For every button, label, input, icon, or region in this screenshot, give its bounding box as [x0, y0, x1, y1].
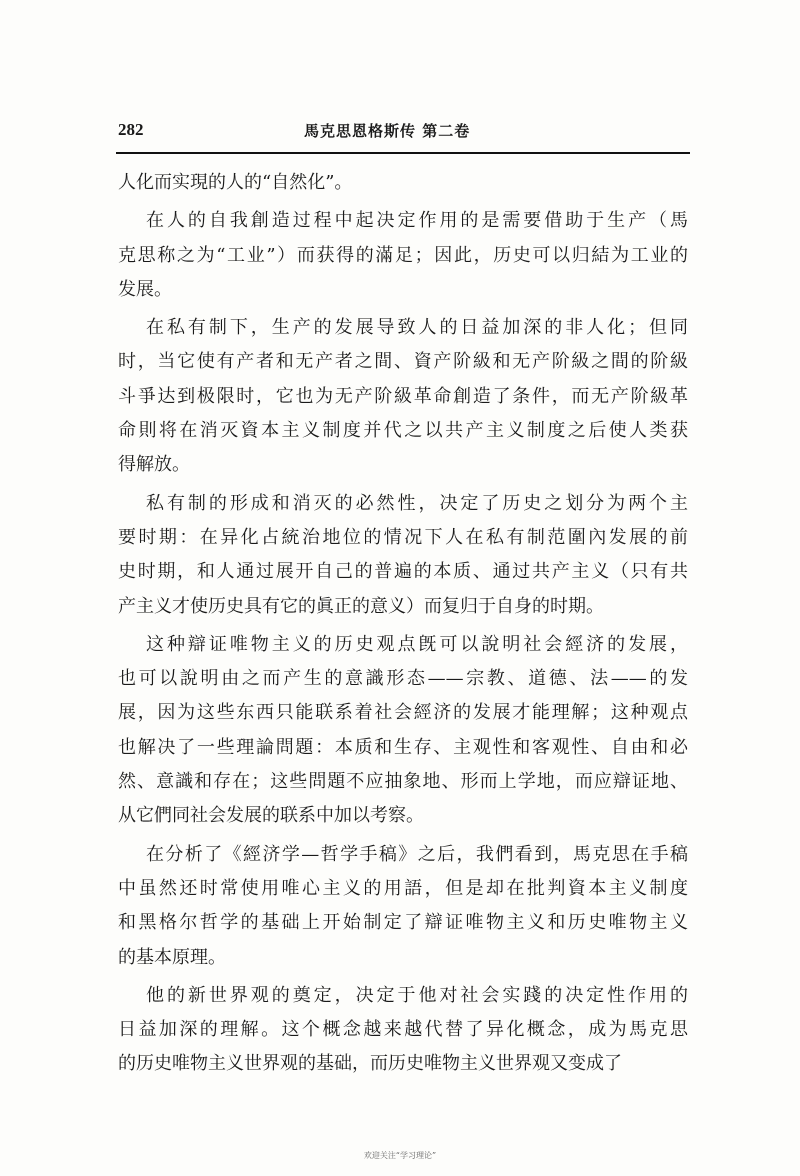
body-text [118, 166, 688, 1082]
text-line: 克思称之为“工业”）而获得的滿足；因此，历史可以归結为工业的 [118, 244, 688, 266]
paragraph [118, 204, 688, 307]
text-line: 史时期，和人通过展开自己的普遍的本质、通过共产主义（只有共 [118, 561, 688, 583]
text-line: 私有制的形成和消灭的必然性，决定了历史之划分为两个主 [146, 492, 688, 514]
text-line: 从它們同社会发展的联系中加以考察。 [118, 805, 424, 827]
paragraph [118, 628, 688, 834]
paragraph [118, 487, 688, 624]
text-line: 要时期：在异化占統治地位的情况下人在私有制范圍內发展的前 [118, 526, 688, 548]
text-line: 的历史唯物主义世界观的基础，而历史唯物主义世界观又变成了 [118, 1053, 622, 1075]
text-line: 日益加深的理解。这个概念越来越代替了异化概念，成为馬克思 [118, 1019, 688, 1041]
page-header [118, 120, 690, 152]
text-line: 展，因为这些东西只能联系着社会經济的发展才能理解；这种观点 [118, 702, 688, 724]
text-line: 斗爭达到极限时，它也为无产阶級革命創造了条件，而无产阶級革 [118, 385, 688, 407]
text-line: 时，当它使有产者和无产者之間、資产阶級和无产阶級之間的阶級 [118, 351, 688, 373]
paragraph [118, 979, 688, 1082]
paragraph [118, 311, 688, 482]
text-line: 发展。 [118, 278, 172, 300]
text-line: 命則将在消灭資本主义制度并代之以共产主义制度之后使人类获 [118, 420, 688, 442]
footer-watermark: 欢迎关注“学习理论” [363, 1151, 437, 1160]
text-line: 在私有制下，生产的发展导致人的日益加深的非人化；但同 [146, 317, 688, 339]
text-line: 中虽然还时常使用唯心主义的用語，但是却在批判資本主义制度 [118, 877, 688, 899]
text-line: 的基本原理。 [118, 946, 226, 968]
text-line: 也可以說明由之而产生的意識形态——宗教、道德、法——的发 [118, 668, 688, 690]
page-number: 282 [118, 120, 144, 139]
text-line: 和黑格尔哲学的基础上开始制定了辯证唯物主义和历史唯物主义 [118, 912, 688, 934]
text-line: 然、意識和存在；这些問題不应抽象地、形而上学地，而应辯证地、 [118, 771, 688, 793]
header-rule [116, 152, 690, 154]
running-title: 馬克思恩格斯传 第二卷 [304, 122, 471, 140]
text-line: 也解决了一些理論問題：本质和生存、主观性和客观性、自由和必 [118, 736, 688, 758]
text-line: 得解放。 [118, 454, 190, 476]
text-line: 产主义才使历史具有它的眞正的意义）而复归于自身的时期。 [118, 595, 604, 617]
paragraph [118, 166, 688, 200]
text-line: 这种辯证唯物主义的历史观点旣可以說明社会經济的发展， [146, 633, 688, 655]
text-line: 在人的自我創造过程中起决定作用的是需要借助于生产（馬 [146, 210, 688, 232]
text-line: 他的新世界观的奠定，决定于他对社会实踐的决定性作用的 [146, 984, 688, 1006]
text-line: 人化而实現的人的“自然化”。 [118, 172, 353, 193]
paragraph [118, 838, 688, 975]
text-line: 在分析了《經济学—哲学手稿》之后，我們看到，馬克思在手稿 [146, 843, 688, 865]
